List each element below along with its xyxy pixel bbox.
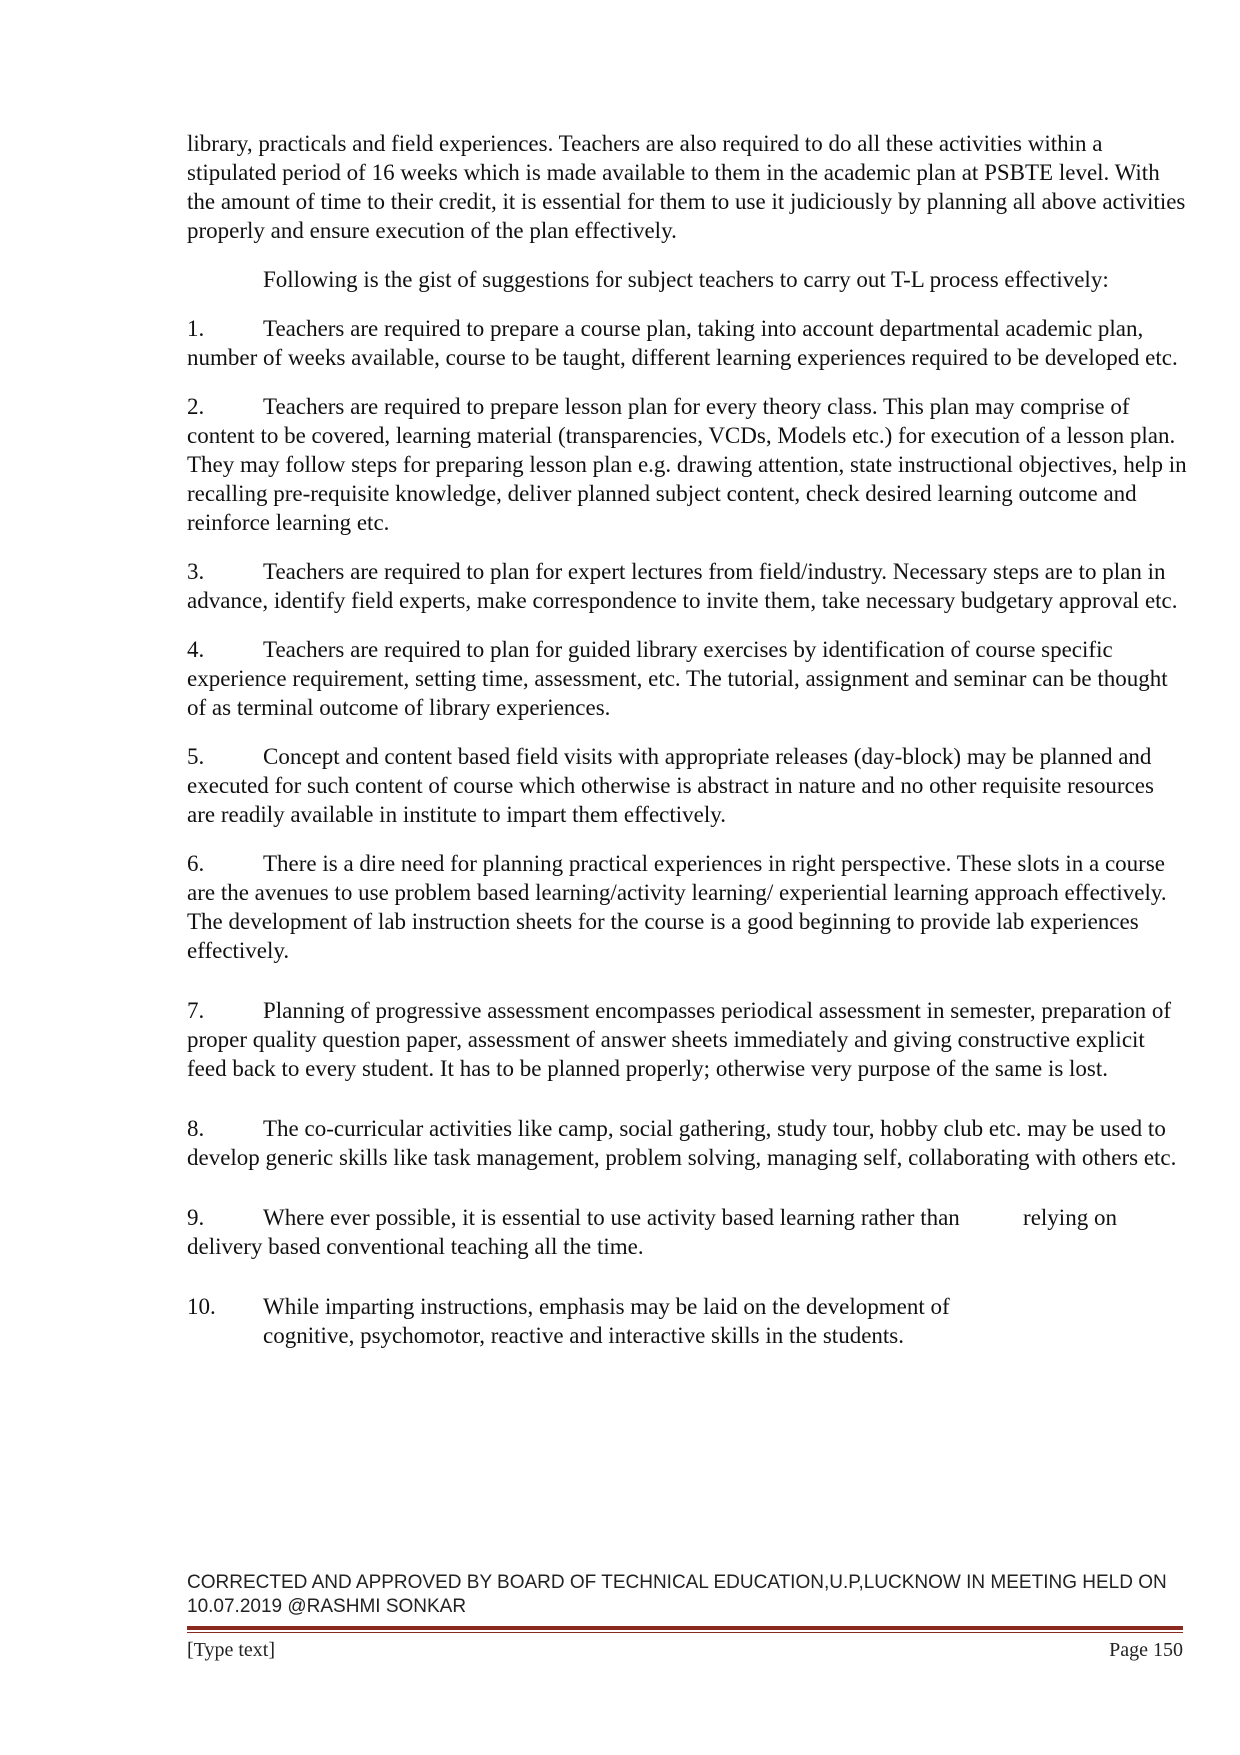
footer-rule-thick bbox=[187, 1626, 1183, 1630]
item-number: 10. bbox=[187, 1294, 216, 1319]
list-item bbox=[187, 1114, 1187, 1172]
item-text: Teachers are required to plan for expert lectures from field/industry. Necessary steps are to plan in advance, identify field experts, make correspondence to invite them, take necessary budgetary approval etc. bbox=[187, 559, 1178, 613]
list-item bbox=[187, 314, 1187, 372]
item-number: 1. bbox=[187, 316, 205, 341]
item-text: Concept and content based field visits with appropriate releases (day-block) may be planned and executed for such content of course which otherwise is abstract in nature and no other requisite resources are readily available in institute to impart them effectively. bbox=[187, 744, 1154, 827]
item-number: 6. bbox=[187, 851, 205, 876]
item-text: Teachers are required to plan for guided library exercises by identification of course specific experience requirement, setting time, assessment, etc. The tutorial, assignment and seminar can be thought of as terminal outcome of library experiences. bbox=[187, 637, 1168, 720]
list-item bbox=[187, 392, 1187, 537]
paragraph-continuation: library, practicals and field experiences. Teachers are also required to do all these activities within a stipulated period of 16 weeks which is made available to them in the academic plan at PSBTE level. With the amount of time to their credit, it is essential for them to use it judiciously by planning all above activities properly and ensure execution of the plan effectively. bbox=[187, 131, 1186, 243]
item-text: There is a dire need for planning practical experiences in right perspective. These slots in a course are the avenues to use problem based learning/activity learning/ experiential learning approach effectively. The development of lab instruction sheets for the course is a good beginning to provide lab experiences effectively. bbox=[187, 851, 1167, 963]
item-number: 7. bbox=[187, 998, 205, 1023]
item-text: Planning of progressive assessment encompasses periodical assessment in semester, preparation of proper quality question paper, assessment of answer sheets immediately and giving constructive explicit feed back to every student. It has to be planned properly; otherwise very purpose of the same is lost. bbox=[187, 998, 1171, 1081]
item-text: While imparting instructions, emphasis may be laid on the development of cognitive, psychomotor, reactive and interactive skills in the students. bbox=[263, 1294, 950, 1348]
list-item bbox=[187, 557, 1187, 615]
footer-rule-thin bbox=[187, 1632, 1183, 1633]
item-text: Teachers are required to prepare a course plan, taking into account departmental academic plan, number of weeks available, course to be taught, different learning experiences required to be developed etc. bbox=[187, 316, 1178, 370]
body-text bbox=[187, 129, 1187, 1370]
item-text: The co-curricular activities like camp, social gathering, study tour, hobby club etc. may be used to develop generic skills like task management, problem solving, managing self, collaborating with others etc. bbox=[187, 1116, 1177, 1170]
item-number: 4. bbox=[187, 637, 205, 662]
list-item bbox=[187, 1292, 1187, 1350]
list-item bbox=[187, 849, 1187, 965]
intro-paragraph: Following is the gist of suggestions for subject teachers to carry out T-L process effectively: bbox=[263, 267, 1109, 292]
page-footer bbox=[187, 1571, 1183, 1662]
list-item bbox=[187, 742, 1187, 829]
item-number: 2. bbox=[187, 394, 205, 419]
footer-row bbox=[187, 1639, 1183, 1662]
item-text: Teachers are required to prepare lesson plan for every theory class. This plan may comprise of content to be covered, learning material (transparencies, VCDs, Models etc.) for execution of a lesson plan. They may follow steps for preparing lesson plan e.g. drawing attention, state instructional objectives, help in recalling pre-requisite knowledge, deliver planned subject content, check desired learning outcome and reinforce learning etc. bbox=[187, 394, 1187, 535]
item-number: 5. bbox=[187, 744, 205, 769]
list-item bbox=[187, 1203, 1187, 1261]
item-number: 8. bbox=[187, 1116, 205, 1141]
footer-placeholder-text: [Type text] bbox=[187, 1639, 276, 1661]
item-text: Where ever possible, it is essential to use activity based learning rather than relying on delivery based conventional teaching all the time. bbox=[187, 1205, 1123, 1259]
page-number: Page 150 bbox=[1109, 1639, 1183, 1661]
approval-note: CORRECTED AND APPROVED BY BOARD OF TECHNICAL EDUCATION,U.P,LUCKNOW IN MEETING HELD ON 10.07.2019 @RASHMI SONKAR bbox=[187, 1572, 1167, 1617]
list-item bbox=[187, 996, 1187, 1083]
list-item bbox=[187, 635, 1187, 722]
item-number: 9. bbox=[187, 1205, 205, 1230]
item-number: 3. bbox=[187, 559, 205, 584]
